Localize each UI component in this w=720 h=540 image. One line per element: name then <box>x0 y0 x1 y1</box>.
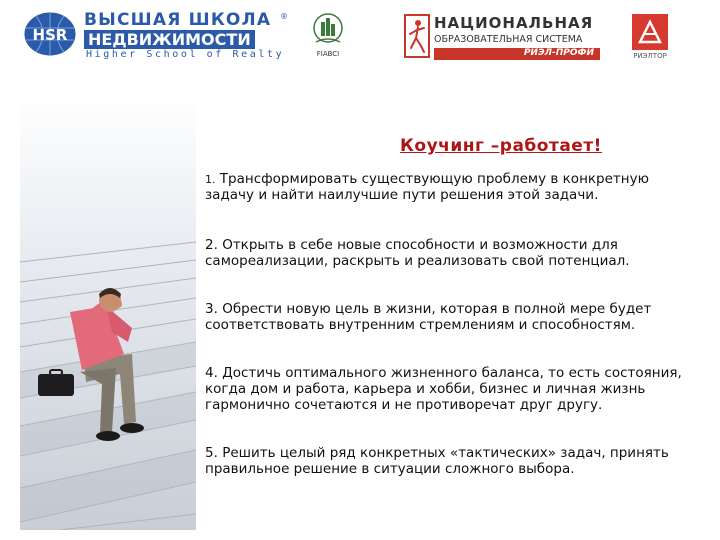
fiabci-emblem-icon <box>312 12 344 48</box>
man-on-stairs-photo <box>20 92 196 530</box>
nos-line3-bar <box>434 48 600 60</box>
hsr-line1: ВЫСШАЯ ШКОЛА <box>84 10 272 30</box>
fiabci-logo <box>306 12 350 62</box>
stairs-illustration <box>20 92 196 530</box>
runner-icon <box>404 14 430 58</box>
list-item-text: Обрести новую цель в жизни, которая в полной мере будет соответствовать внутренним стремлениям и способностям. <box>205 301 652 333</box>
list-item-4 <box>205 366 685 413</box>
list-item-text: Трансформировать существующую проблему в конкретную задачу и найти наилучшие пути решения этой задачи. <box>205 171 649 203</box>
hsr-line3: Higher School of Realty <box>86 49 285 60</box>
hsr-globe-icon <box>22 10 78 58</box>
riel-logo <box>626 14 674 64</box>
list-item-text: Открыть в себе новые способности и возможности для самореализации, раскрыть и реализовать свой потенциал. <box>205 237 630 269</box>
nos-line2: ОБРАЗОВАТЕЛЬНАЯ СИСТЕМА <box>434 34 583 45</box>
list-item-text: Решить целый ряд конкретных «тактических» задач, принять правильное решение в ситуации сложного выбора. <box>205 445 669 477</box>
list-item-number: 3. <box>205 301 218 317</box>
list-item-3 <box>205 302 685 334</box>
registered-mark: ® <box>280 12 288 21</box>
nos-logo <box>404 14 604 64</box>
list-item-1 <box>205 172 685 204</box>
page-title: Коучинг –работает! <box>400 136 602 156</box>
svg-text:HSR: HSR <box>32 26 68 44</box>
riel-label: РИЭЛТОР <box>633 52 667 60</box>
riel-emblem-icon <box>632 14 668 50</box>
hsr-line2: НЕДВИЖИМОСТИ <box>84 30 255 49</box>
list-item-text: Достичь оптимального жизненного баланса, то есть состояния, когда дом и работа, карьера и хобби, бизнес и личная жизнь гармонично сочетаются и не противоречат друг другу. <box>205 365 682 413</box>
list-item-number: 2. <box>205 237 218 253</box>
list-item-number: 1. <box>205 173 216 186</box>
list-item-2 <box>205 238 685 270</box>
list-item-number: 4. <box>205 365 218 381</box>
hsr-logo <box>22 8 292 68</box>
list-item-number: 5. <box>205 445 218 461</box>
list-item-5 <box>205 446 685 478</box>
nos-line3: РИЭЛ-ПРОФИ <box>523 48 594 58</box>
nos-line1: НАЦИОНАЛЬНАЯ <box>434 14 594 32</box>
fiabci-label: FIABCI <box>316 50 340 58</box>
